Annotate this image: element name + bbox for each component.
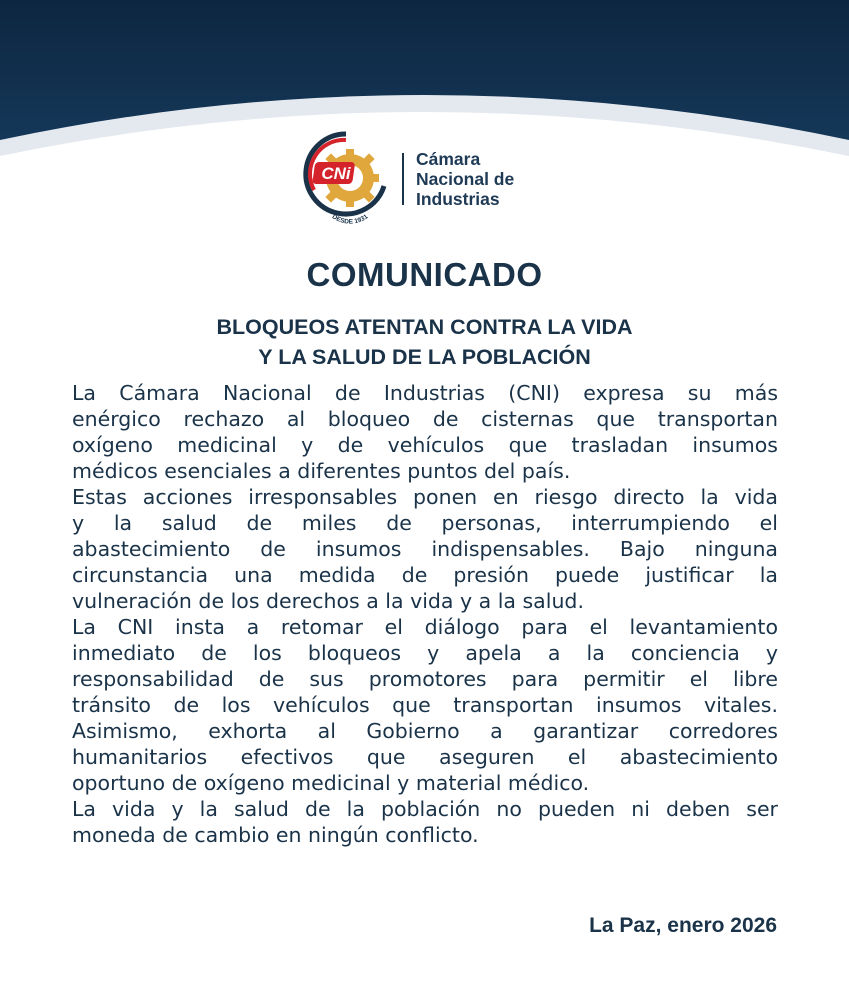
org-name-line: Nacional de	[416, 169, 515, 189]
document-title: COMUNICADO	[306, 256, 543, 293]
text-line: enérgico rechazo al bloqueo de cisternas que transportan	[72, 407, 778, 431]
text-line: La CNI insta a retomar el diálogo para el levantamiento	[72, 615, 778, 639]
text-line: y la salud de miles de personas, interrumpiendo el	[72, 511, 778, 535]
document-subtitle	[0, 312, 849, 372]
cni-logo	[300, 128, 514, 230]
logo-divider	[402, 153, 404, 205]
communique-body	[72, 380, 778, 848]
subtitle-line: BLOQUEOS ATENTAN CONTRA LA VIDA	[216, 315, 633, 339]
cni-emblem-icon	[300, 128, 392, 230]
text-line: responsabilidad de sus promotores para permitir el libre	[72, 667, 778, 691]
org-name-line: Cámara	[416, 149, 481, 169]
org-name-line: Industrias	[416, 189, 500, 209]
text-line: La Cámara Nacional de Industrias (CNI) expresa su más	[72, 381, 778, 405]
place-and-date: La Paz, enero 2026	[589, 914, 777, 937]
text-line: abastecimiento de insumos indispensables. Bajo ninguna	[72, 537, 778, 561]
text-line: tránsito de los vehículos que transportan insumos vitales.	[72, 693, 778, 717]
since-text: DESDE 1931	[330, 213, 370, 226]
text-line: moneda de cambio en ningún conflicto.	[72, 823, 479, 847]
organization-name	[416, 149, 514, 209]
subtitle-line: Y LA SALUD DE LA POBLACIÓN	[258, 345, 591, 369]
text-line: circunstancia una medida de presión puede justificar la	[72, 563, 778, 587]
paragraph	[72, 796, 778, 848]
text-line: Estas acciones irresponsables ponen en riesgo directo la vida	[72, 485, 778, 509]
paragraph	[72, 614, 778, 796]
paragraph	[72, 380, 778, 484]
text-line: La vida y la salud de la población no pueden ni deben ser	[72, 797, 778, 821]
text-line: oportuno de oxígeno medicinal y material médico.	[72, 771, 590, 795]
text-line: vulneración de los derechos a la vida y a la salud.	[72, 589, 584, 613]
text-line: oxígeno medicinal y de vehículos que trasladan insumos	[72, 433, 778, 457]
text-line: inmediato de los bloqueos y apela a la conciencia y	[72, 641, 778, 665]
text-line: humanitarios efectivos que aseguren el abastecimiento	[72, 745, 778, 769]
paragraph	[72, 484, 778, 614]
text-line: Asimismo, exhorta al Gobierno a garantizar corredores	[72, 719, 778, 743]
badge-text: CNi	[321, 164, 351, 183]
text-line: médicos esenciales a diferentes puntos del país.	[72, 459, 571, 483]
